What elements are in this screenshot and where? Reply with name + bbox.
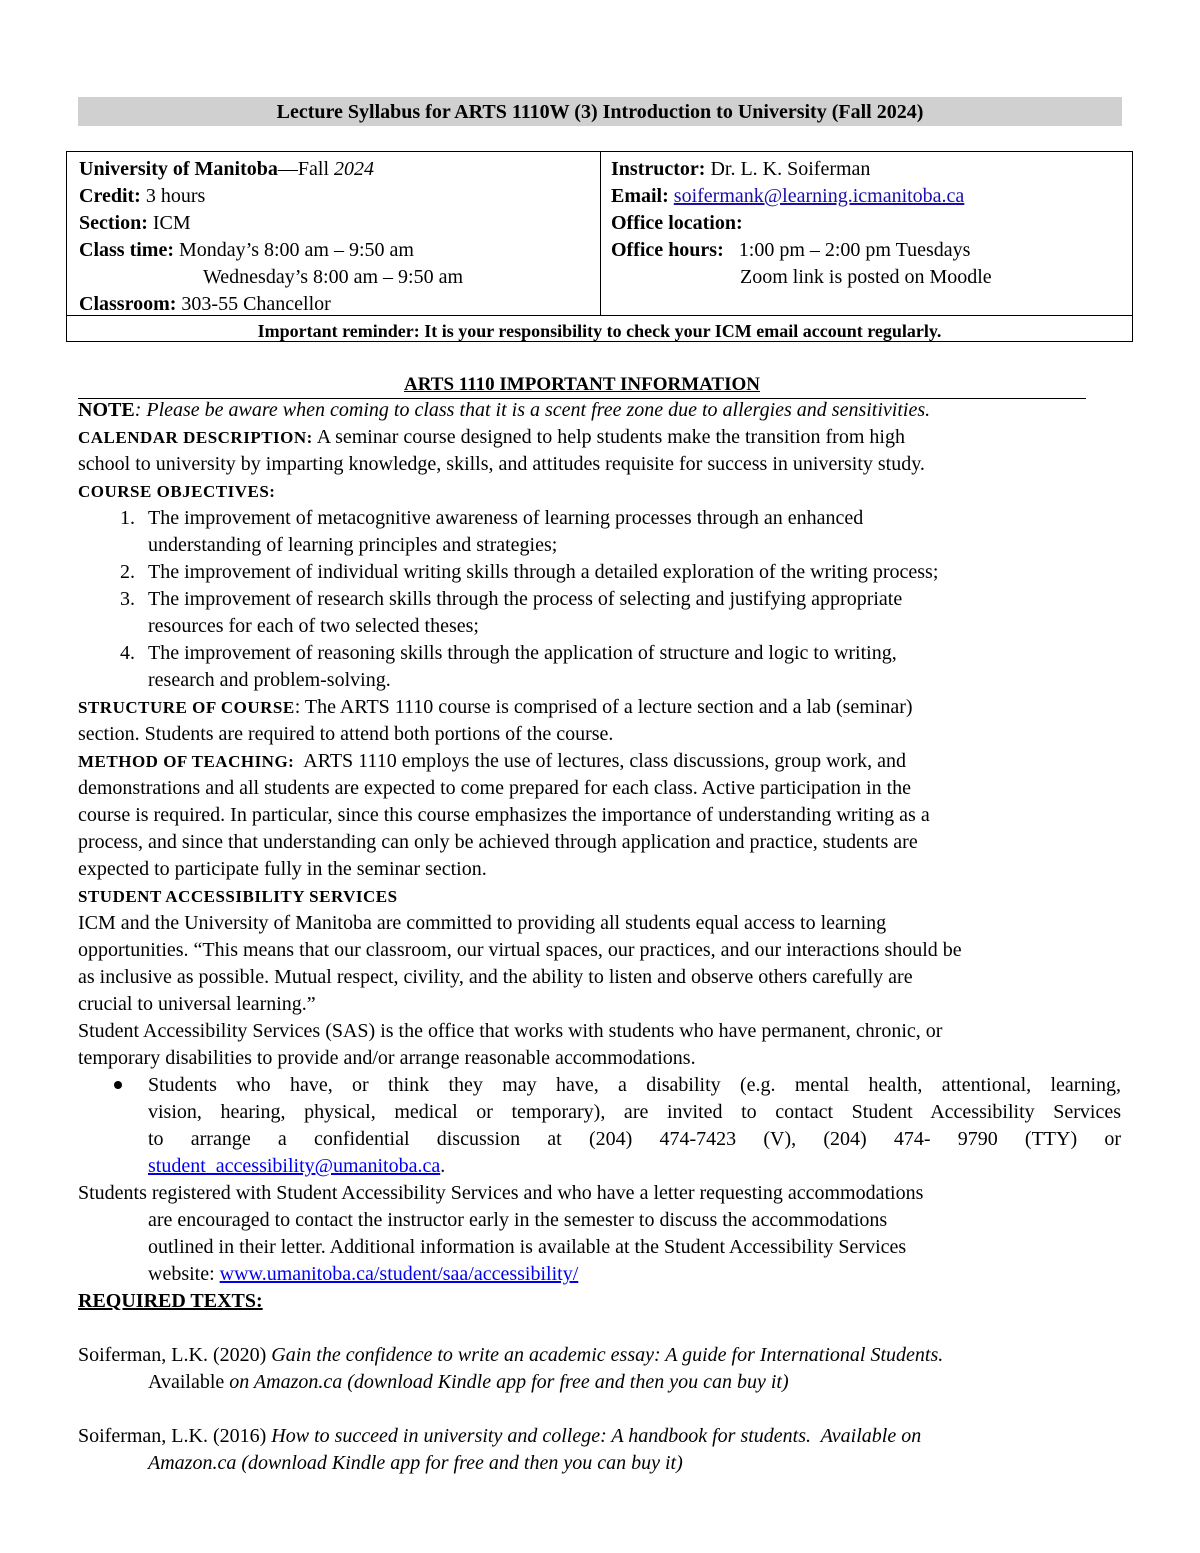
course-details-cell (67, 152, 601, 315)
course-info-table (66, 151, 1133, 342)
important-info-heading: ARTS 1110 IMPORTANT INFORMATION (78, 372, 1086, 399)
document-title: Lecture Syllabus for ARTS 1110W (3) Introduction to University (Fall 2024) (78, 97, 1122, 126)
registered-line-1: Students registered with Student Accessibility Services and who have a letter requesting accommodations (78, 1182, 924, 1204)
structure-of-course-line-2: section. Students are required to attend both portions of the course. (78, 723, 614, 745)
bullet-line-2: vision, hearing, physical, medical or temporary), are invited to contact Student Accessibility Services (148, 1101, 1121, 1123)
class-time-line: Class time: Monday’s 8:00 am – 9:50 am (79, 239, 414, 261)
required-text-2-line-2: Amazon.ca (download Kindle app for free and then you can buy it) (148, 1452, 683, 1474)
required-text-2-line-1: Soiferman, L.K. (2016) How to succeed in university and college: A handbook for students. Available on (78, 1425, 922, 1447)
required-text-1-line-2: Available on Amazon.ca (download Kindle app for free and then you can buy it) (148, 1371, 789, 1393)
structure-of-course-line-1: STRUCTURE OF COURSE: The ARTS 1110 course is comprised of a lecture section and a lab (seminar) (78, 696, 913, 718)
method-of-teaching-line-4: process, and since that understanding can only be achieved through application and practice, students are (78, 831, 918, 853)
class-time-line-2: Wednesday’s 8:00 am – 9:50 am (203, 266, 464, 288)
registered-line-2: are encouraged to contact the instructor early in the semester to discuss the accommodations (148, 1209, 888, 1231)
calendar-description-line-2: school to university by imparting knowledge, skills, and attitudes requisite for success in university study. (78, 453, 925, 475)
accessibility-line-5: Student Accessibility Services (SAS) is the office that works with students who have permanent, chronic, or (78, 1020, 943, 1042)
required-text-1-line-1: Soiferman, L.K. (2020) Gain the confidence to write an academic essay: A guide for International Students. (78, 1344, 944, 1366)
accessibility-line-1: ICM and the University of Manitoba are committed to providing all students equal access to learning (78, 912, 887, 934)
accessibility-email-link[interactable]: student_accessibility@umanitoba.ca (148, 1155, 441, 1177)
instructor-details-cell (601, 152, 1132, 315)
accessibility-heading: STUDENT ACCESSIBILITY SERVICES (78, 887, 398, 906)
bullet-line-1: Students who have, or think they may have, a disability (e.g. mental health, attentional, learning, (148, 1074, 1121, 1096)
zoom-note: Zoom link is posted on Moodle (740, 266, 992, 288)
bullet-line-3: to arrange a confidential discussion at (204) 474-7423 (V), (204) 474- 9790 (TTY) or (148, 1128, 1121, 1150)
instructor-email-link[interactable]: soifermank@learning.icmanitoba.ca (673, 185, 965, 207)
website-line: website: www.umanitoba.ca/student/saa/accessibility/ (148, 1263, 579, 1285)
accessibility-line-4: crucial to universal learning.” (78, 993, 316, 1015)
method-of-teaching-line-2: demonstrations and all students are expected to come prepared for each class. Active participation in the (78, 777, 912, 799)
credit-line: Credit: 3 hours (79, 185, 206, 207)
office-location-line: Office location: (611, 212, 743, 234)
course-objectives-heading: COURSE OBJECTIVES: (78, 482, 276, 501)
accessibility-website-link[interactable]: www.umanitoba.ca/student/saa/accessibility/ (219, 1263, 579, 1285)
office-hours-line: Office hours: 1:00 pm – 2:00 pm Tuesdays (611, 239, 971, 261)
objective-2: 2. The improvement of individual writing skills through a detailed exploration of the writing process; (120, 561, 939, 583)
method-of-teaching-line-5: expected to participate fully in the seminar section. (78, 858, 487, 880)
accessibility-bullet (148, 1072, 1121, 1180)
accessibility-line-6: temporary disabilities to provide and/or arrange reasonable accommodations. (78, 1047, 696, 1069)
method-of-teaching-line-1: METHOD OF TEACHING: ARTS 1110 employs the use of lectures, class discussions, group work, and (78, 750, 907, 772)
bullet-icon (114, 1081, 122, 1089)
required-texts-heading: REQUIRED TEXTS: (78, 1290, 263, 1312)
objective-1: 1. The improvement of metacognitive awareness of learning processes through an enhanced understanding of learning principles and strategies; (120, 507, 864, 556)
method-of-teaching-line-3: course is required. In particular, since this course emphasizes the importance of understanding writing as a (78, 804, 930, 826)
accessibility-line-2: opportunities. “This means that our classroom, our virtual spaces, our practices, and our interactions should be (78, 939, 962, 961)
accessibility-line-3: as inclusive as possible. Mutual respect, civility, and the ability to listen and observe others carefully are (78, 966, 913, 988)
university-line: University of Manitoba—Fall 2024 (79, 158, 375, 180)
objective-4: 4. The improvement of reasoning skills through the application of structure and logic to writing, research and problem-solving. (120, 642, 897, 691)
calendar-description-line-1: CALENDAR DESCRIPTION: A seminar course designed to help students make the transition from high (78, 426, 905, 448)
email-reminder: Important reminder: It is your responsibility to check your ICM email account regularly. (67, 315, 1132, 342)
objective-3: 3. The improvement of research skills through the process of selecting and justifying appropriate resources for each of two selected theses; (120, 588, 903, 637)
registered-line-3: outlined in their letter. Additional information is available at the Student Accessibility Services (148, 1236, 907, 1258)
section-line: Section: ICM (79, 212, 191, 234)
note-paragraph: NOTE: Please be aware when coming to class that it is a scent free zone due to allergies and sensitivities. (78, 399, 931, 421)
bullet-line-4: student_accessibility@umanitoba.ca. (148, 1155, 446, 1177)
email-line: Email: soifermank@learning.icmanitoba.ca (611, 185, 965, 207)
classroom-line: Classroom: 303-55 Chancellor (79, 293, 331, 315)
instructor-line: Instructor: Dr. L. K. Soiferman (611, 158, 871, 180)
